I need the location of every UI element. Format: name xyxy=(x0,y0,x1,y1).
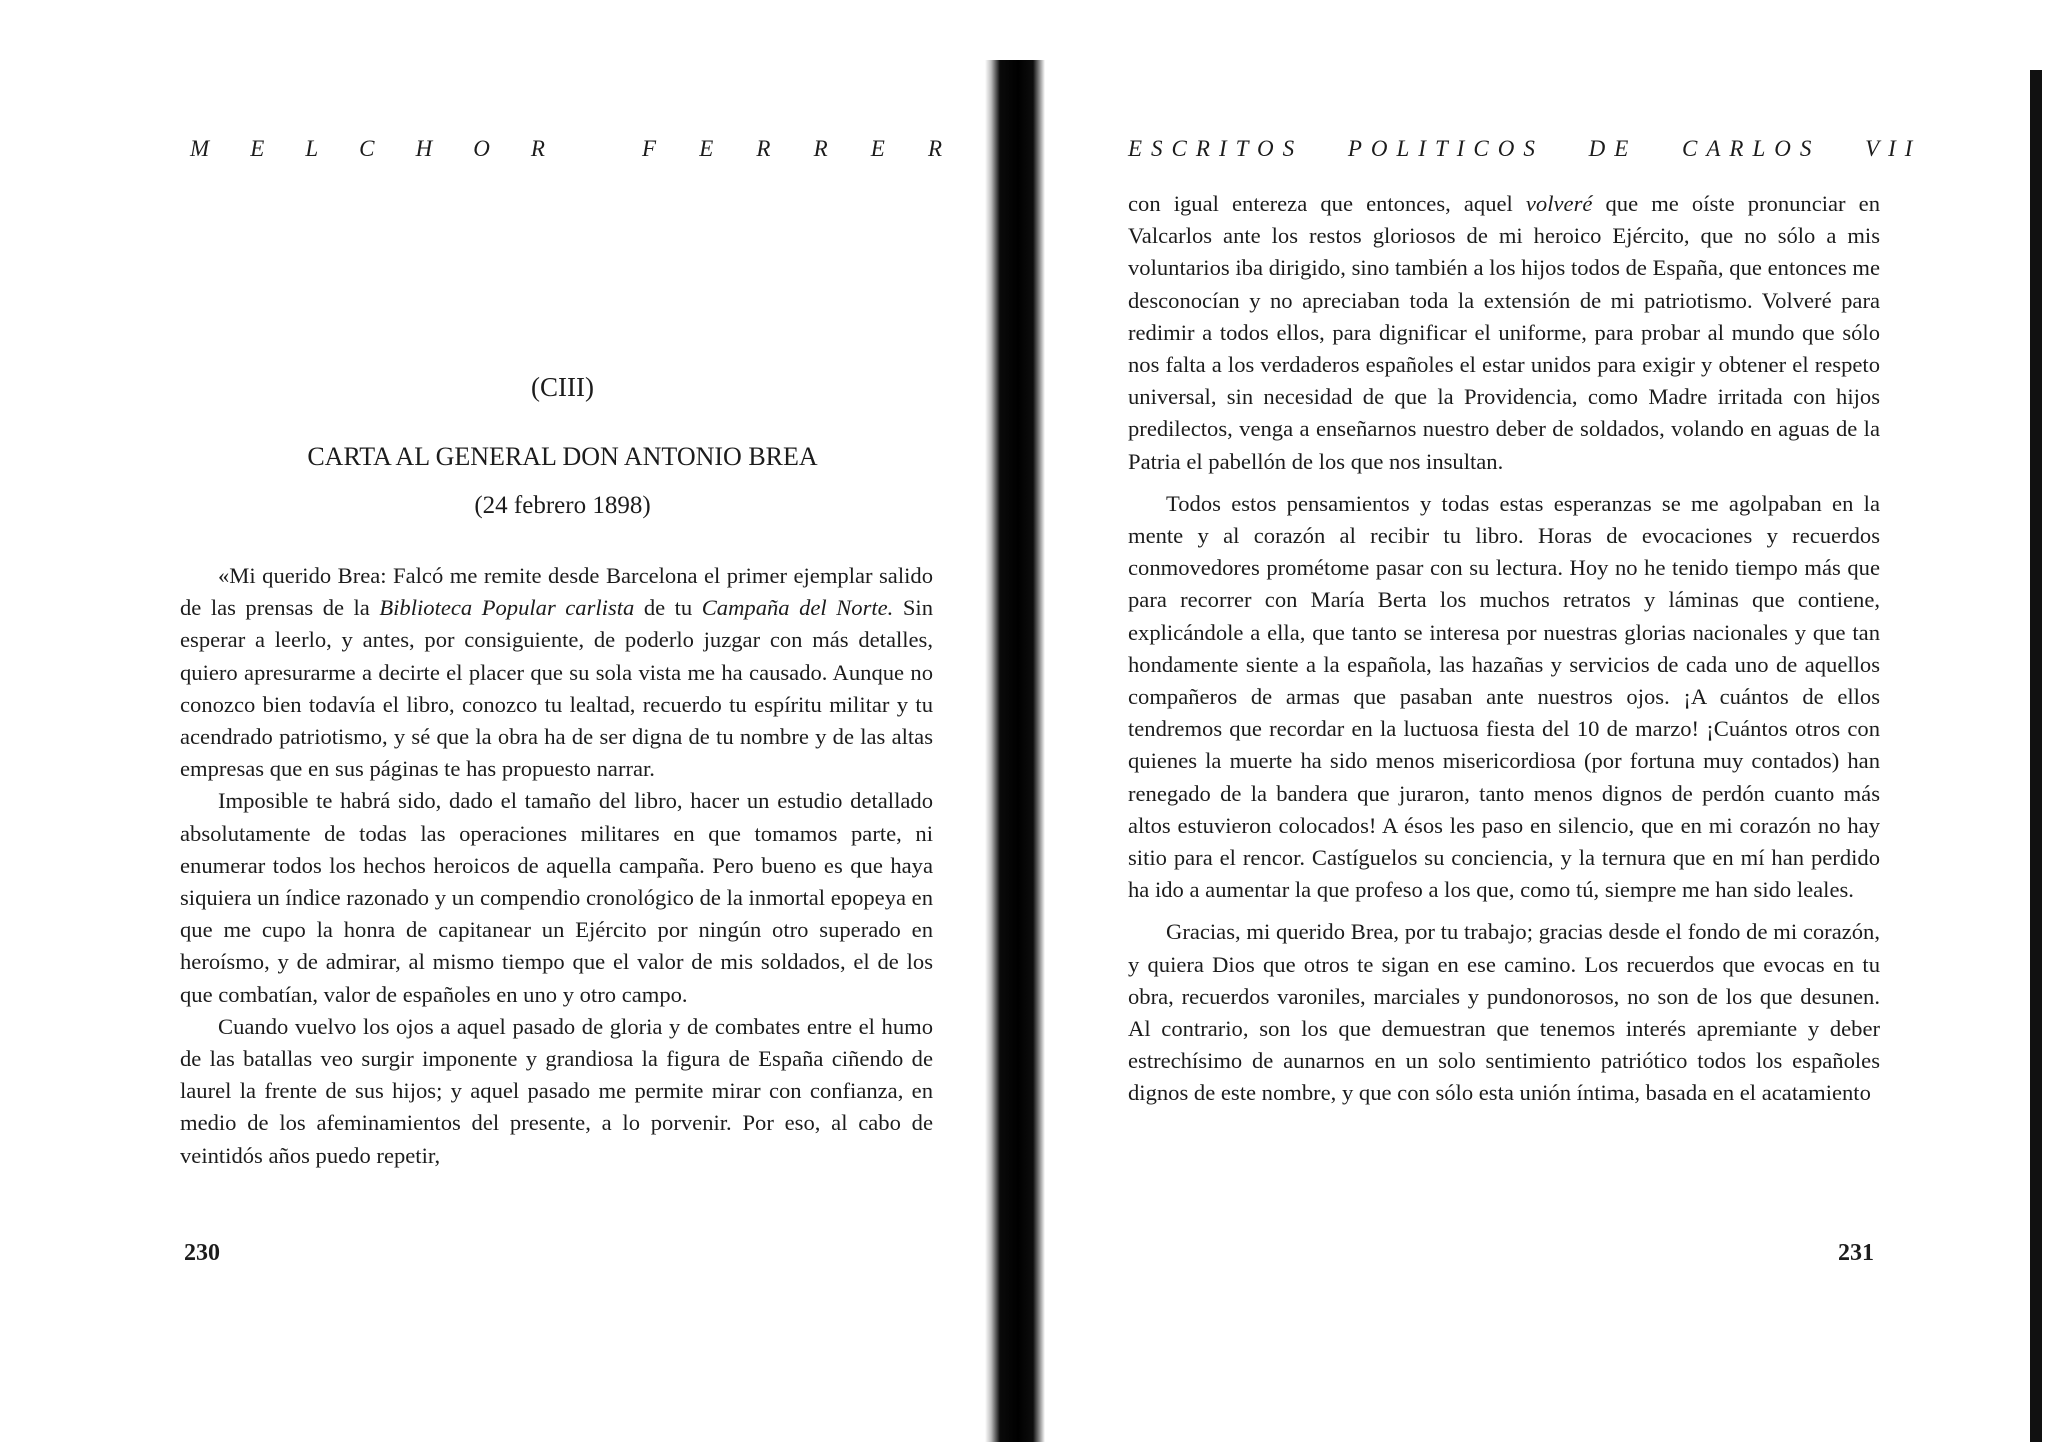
text-run: con igual entereza que entonces, aquel xyxy=(1128,191,1526,216)
paragraph: Cuando vuelvo los ojos a aquel pasado de gloria y de combates entre el humo de las batallas veo surgir imponente y grandiosa la figura de España ciñendo de laurel la frente de sus hijos; y aquel pasado me permite mirar con confianza, en medio de los afeminamientos del presente, a lo porvenir. Por eso, al cabo de veintidós años puedo repetir, xyxy=(180,1013,933,1168)
running-head-letter: R xyxy=(530,136,545,161)
running-head-word-author-first xyxy=(190,136,545,162)
text-run: que me oíste pronunciar en Valcarlos ante los restos gloriosos de mi heroico Ejército, que no sólo a mis voluntarios iba dirigido, sino también a los hijos todos de España, que entonces me desconocían y no apreciaban toda la extensión de mi patriotismo. Volveré para redimir a todos ellos, para dignificar el uniforme, para probar al mundo que sólo nos falta a los verdaderos españoles el estar unidos para exigir y obtener el respeto universal, sin necesidad de que la Providencia, como Madre irritada con hijos predilectos, venga a enseñarnos nuestro deber de soldados, volando en aguas de la Patria el pabellón de los que nos insultan. xyxy=(1128,191,1880,474)
text-run: «Mi querido Brea: Falcó me remite desde Barcelona el primer ejemplar salido de las prensas de la xyxy=(180,563,933,621)
left-body-text xyxy=(180,560,933,1172)
running-head-letter: R xyxy=(813,136,828,161)
running-head-letter: H xyxy=(415,136,433,161)
running-head-letter: M xyxy=(190,136,210,161)
left-running-head xyxy=(190,136,942,162)
right-body-text xyxy=(1128,188,1880,1110)
book-gutter-shadow xyxy=(985,60,1045,1442)
chapter-title: CARTA AL GENERAL DON ANTONIO BREA xyxy=(307,442,818,471)
text-run: Sin esperar a leerlo, y antes, por consiguiente, de poderlo juzgar con más detalles, quiero apresurarme a decirte el placer que su sola vista me ha causado. Aunque no conozco bien todavía el libro, conozco tu lealtad, recuerdo tu espíritu militar y tu acendrado patriotismo, y sé que la obra ha de ser digna de tu nombre y de las altas empresas que en sus páginas te has propuesto narrar. xyxy=(180,595,933,782)
chapter-number: (CIII) xyxy=(531,372,594,402)
page-number: 231 xyxy=(1838,1240,1874,1266)
right-edge-shadow xyxy=(2030,70,2042,1442)
running-head-letter: E xyxy=(250,136,265,161)
running-head-letter: O xyxy=(473,136,490,161)
text-run: de tu xyxy=(634,595,702,621)
running-head-letter: E xyxy=(699,136,714,161)
running-head-letter: C xyxy=(359,136,375,161)
left-page xyxy=(0,0,980,1442)
paragraph: Todos estos pensamientos y todas estas esperanzas se me agolpaban en la mente y al corazón al recibir tu libro. Horas de evocaciones y recuerdos conmovedores prométome pasar con su lectura. Hoy no he tenido tiempo más que para recorrer con María Berta los muchos retratos y láminas que contiene, explicándole a ella, que tanto se interesa por nuestras glorias nacionales y que tan hondamente siente a la española, las hazañas y servicios de cada uno de aquellos compañeros de armas que pasaban ante nuestros ojos. ¡A cuántos de ellos tendremos que recordar en la luctuosa fiesta del 10 de marzo! ¡Cuántos otros con quienes la muerte ha sido menos misericordiosa (por fortuna muy contados) han renegado de la bandera que juraron, tanto menos dignos de perdón cuanto más altos estuvieron colocados! A ésos les paso en silencio, que en mi corazón no hay sitio para el rencor. Castíguelos su conciencia, y la ternura que en mí han perdido ha ido a aumentar la que profeso a los que, como tú, siempre me han sido leales. xyxy=(1128,490,1880,903)
running-head-letter: R xyxy=(756,136,771,161)
italic-title: Biblioteca Popular carlista xyxy=(379,595,635,621)
running-head-letter: L xyxy=(305,136,319,161)
running-head-letter: E xyxy=(870,136,885,161)
paragraph xyxy=(180,560,933,785)
right-running-head: ESCRITOS POLITICOS DE CARLOS VII xyxy=(1128,136,1922,161)
italic-title: Campaña del Norte. xyxy=(701,595,894,621)
running-head-letter: F xyxy=(642,136,657,161)
page-number: 230 xyxy=(184,1240,220,1266)
running-head-word-author-last xyxy=(642,136,942,162)
running-head-letter: R xyxy=(927,136,942,161)
italic-word: volveré xyxy=(1525,191,1593,216)
paragraph: Gracias, mi querido Brea, por tu trabajo; gracias desde el fondo de mi corazón, y quiera Dios que otros te sigan en ese camino. Los recuerdos que evocas en tu obra, recuerdos varoniles, marciales y pundonorosos, no son de los que desunen. Al contrario, son los que demuestran que tenemos interés apremiante y deber estrechísimo de aunarnos en un solo sentimiento patriótico todos los españoles dignos de este nombre, y que con sólo esta unión íntima, basada en el acatamiento xyxy=(1128,919,1880,1106)
chapter-date: (24 febrero 1898) xyxy=(474,492,651,519)
paragraph: Imposible te habrá sido, dado el tamaño del libro, hacer un estudio detallado absolutamente de todas las operaciones militares en que tomamos parte, ni enumerar todos los hechos heroicos de aquella campaña. Pero bueno es que haya siquiera un índice razonado y un compendio cronológico de la inmortal epopeya en que me cupo la honra de capitanear un Ejército por ningún otro superado en heroísmo, y de admirar, al mismo tiempo que el valor de mis soldados, el de los que combatían, valor de españoles en uno y otro campo. xyxy=(180,788,933,1007)
paragraph xyxy=(1128,188,1880,478)
